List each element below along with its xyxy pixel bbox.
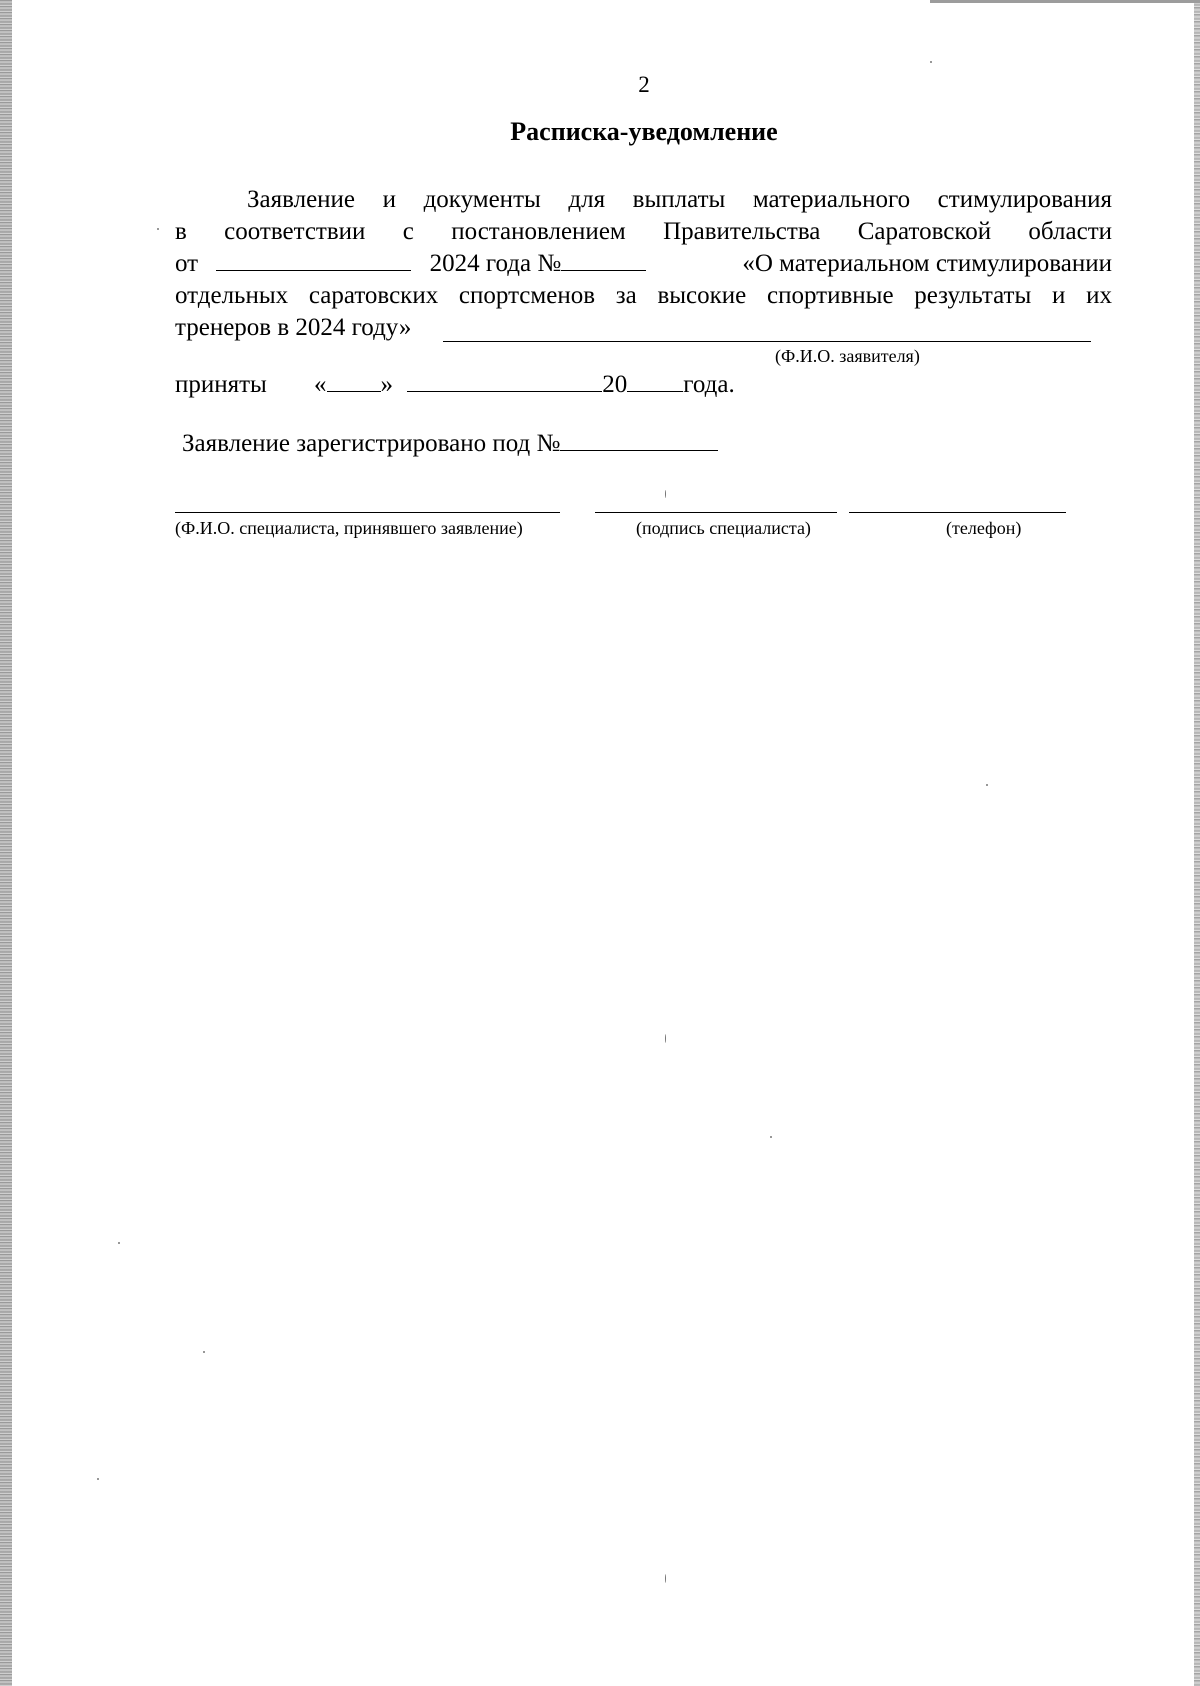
paragraph-text-3a: от: [175, 250, 199, 277]
paragraph-line-5: [175, 312, 1112, 344]
quote-close: »: [380, 371, 393, 398]
scan-speck: [203, 1351, 205, 1353]
scan-speck: [97, 1478, 99, 1480]
phone-caption: (телефон): [946, 518, 1022, 538]
accepted-line: [175, 369, 267, 401]
accepted-year-blank: [627, 369, 683, 392]
scan-edge-right: [1194, 0, 1200, 1686]
specialist-phone-line: [849, 512, 1066, 513]
page-number: 2: [638, 72, 650, 97]
applicant-name-line: [443, 341, 1091, 342]
paragraph-line-1: [247, 184, 1112, 216]
signature-caption: (подпись специалиста): [636, 518, 811, 538]
paragraph-text-1: Заявление и документы для выплаты материального стимулирования: [247, 186, 1112, 213]
resolution-date-blank: [216, 248, 411, 271]
paragraph-text-2: в соответствии с постановлением Правительства Саратовской области: [175, 218, 1112, 245]
document-title: Расписка-уведомление: [510, 117, 778, 146]
scan-speck: [770, 1136, 772, 1138]
registered-line: [182, 428, 718, 460]
registration-number-blank: [560, 428, 718, 451]
accepted-date-line: [314, 369, 735, 401]
specialist-name-caption: (Ф.И.О. специалиста, принявшего заявление): [175, 518, 523, 538]
scan-edge-top: [930, 0, 1200, 3]
scan-speck: [665, 1574, 666, 1583]
accepted-suffix: года.: [683, 371, 735, 398]
accepted-month-blank: [407, 369, 602, 392]
scan-speck: [986, 784, 988, 786]
paragraph-text-4: отдельных саратовских спортсменов за высокие спортивные результаты и их: [175, 282, 1112, 309]
paragraph-line-4: [175, 280, 1112, 312]
scan-speck: [930, 61, 932, 63]
paragraph-line-3: [175, 248, 1112, 280]
accepted-year-prefix: 20: [602, 371, 628, 398]
quote-open: «: [314, 371, 327, 398]
resolution-number-blank: [561, 248, 646, 271]
paragraph-text-3b: 2024 года №: [429, 250, 562, 277]
specialist-signature-line: [595, 512, 837, 513]
specialist-name-line: [175, 512, 560, 513]
registered-label: Заявление зарегистрировано под №: [182, 430, 561, 457]
scan-edge-left: [0, 0, 12, 1686]
scan-speck: [118, 1242, 120, 1244]
accepted-label: приняты: [175, 371, 267, 398]
paragraph-line-2: [175, 216, 1112, 248]
paragraph-text-5: тренеров в 2024 году»: [175, 314, 412, 341]
accepted-day-blank: [327, 369, 381, 392]
applicant-caption: (Ф.И.О. заявителя): [775, 346, 920, 366]
scan-speck: [665, 490, 666, 498]
scan-speck: [665, 1034, 666, 1043]
scan-speck: [157, 228, 159, 230]
paragraph-text-3c: «О материальном стимулировании: [742, 250, 1112, 277]
